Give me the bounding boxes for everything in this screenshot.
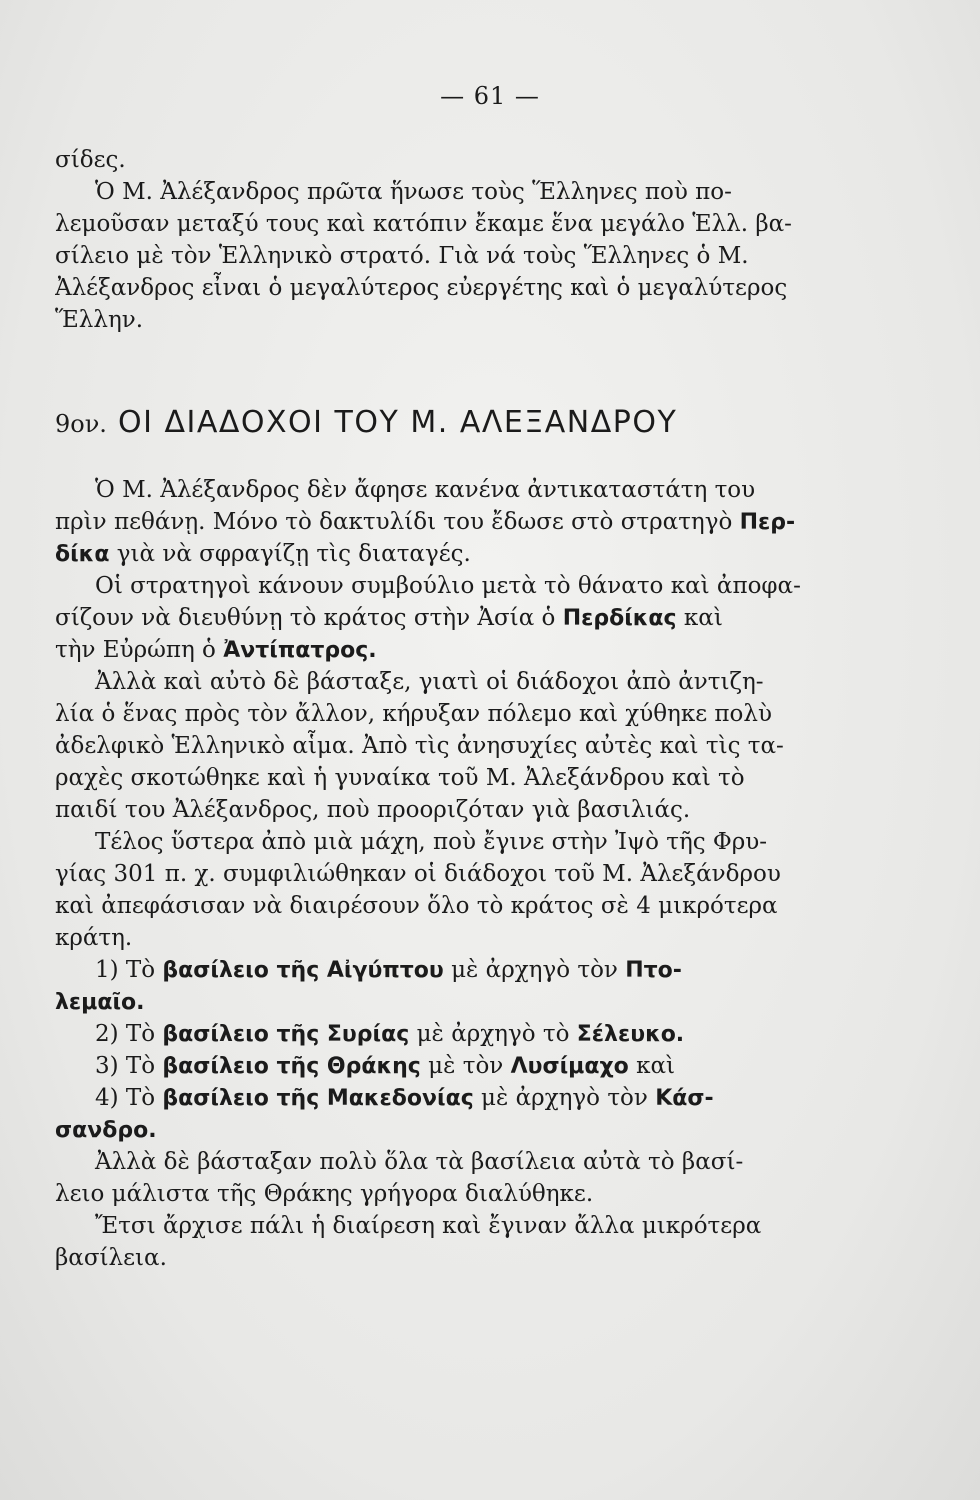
text-line: Ἀλλὰ δὲ βάσταξαν πολὺ ὅλα τὰ βασίλεια αὐτὰ τὸ βασί- [95, 1149, 744, 1175]
chapter-body [55, 474, 831, 1274]
kingdom-item-1-cont [55, 986, 831, 1018]
text-span: μὲ τὸν [428, 1053, 504, 1079]
name-perdikas: Περ- [739, 510, 796, 535]
ruler-name: Σέλευκο. [576, 1022, 685, 1047]
name-perdikas-cont: δίκα [55, 542, 110, 567]
kingdom-name: βασίλειο τῆς Μακεδονίας [162, 1086, 474, 1111]
kingdom-name: βασίλειο τῆς Αἰγύπτου [162, 958, 444, 983]
ruler-name: Πτο- [625, 958, 682, 983]
text-line: καὶ ἀπεφάσισαν νὰ διαιρέσουν ὅλο τὸ κράτος σὲ 4 μικρότερα [55, 893, 778, 919]
text-span: καὶ [636, 1053, 676, 1079]
text-span: πρὶν πεθάνῃ. Μόνο τὸ δακτυλίδι του ἔδωσε στὸ στρατηγὸ [55, 509, 733, 535]
name-perdikas-2: Περδίκας [562, 606, 677, 631]
text-line: παιδί του Ἀλέξανδρος, ποὺ προοριζόταν γιὰ βασιλιάς. [55, 797, 691, 823]
ruler-name-cont: σανδρο. [55, 1118, 157, 1143]
text-line: Ἀλλὰ καὶ αὐτὸ δὲ βάσταξε, γιατὶ οἱ διάδοχοι ἀπὸ ἀντιζη- [95, 669, 764, 695]
text-span: μὲ ἀρχηγὸ τὸν [481, 1085, 648, 1111]
page-number: — 61 — [440, 82, 540, 110]
text-line: Ὁ Μ. Ἀλέξανδρος δὲν ἄφησε κανένα ἀντικαταστάτη του [95, 477, 756, 503]
kingdom-item-4-cont [55, 1114, 831, 1146]
text-span: καὶ [683, 605, 723, 631]
kingdom-item-1 [55, 954, 831, 986]
text-line: λειο μάλιστα τῆς Θράκης γρήγορα διαλύθηκε. [55, 1181, 594, 1207]
name-antipatros: Ἀντίπατρος. [223, 638, 377, 663]
text-line: Ὁ Μ. Ἀλέξανδρος πρῶτα ἥνωσε τοὺς Ἕλληνες ποὺ πο- [95, 179, 732, 205]
kingdom-name: βασίλειο τῆς Θράκης [162, 1054, 421, 1079]
chapter-heading [55, 405, 835, 440]
text-line: κράτη. [55, 925, 133, 951]
text-line: Ἕλλην. [55, 307, 144, 333]
chapter-number: 9ον. [55, 410, 107, 438]
text-span: 1) Τὸ [95, 957, 156, 983]
text-span: 3) Τὸ [95, 1053, 156, 1079]
chapter-title: ΟΙ ΔΙΑΔΟΧΟΙ ΤΟΥ Μ. ΑΛΕΞΑΝΔΡΟΥ [117, 405, 678, 440]
text-line [55, 602, 831, 634]
ruler-name-cont: λεμαῖο. [55, 990, 145, 1015]
text-line: Ἀλέξανδρος εἶναι ὁ μεγαλύτερος εὐεργέτης καὶ ὁ μεγαλύτερος [55, 275, 788, 301]
kingdom-item-4 [55, 1082, 831, 1114]
text-span: μὲ ἀρχηγὸ τὸ [416, 1021, 570, 1047]
intro-paragraph [55, 144, 831, 336]
text-line: ραχὲς σκοτώθηκε καὶ ἡ γυναίκα τοῦ Μ. Ἀλεξάνδρου καὶ τὸ [55, 765, 745, 791]
ruler-name: Λυσίμαχο [510, 1054, 629, 1079]
text-line: Οἱ στρατηγοὶ κάνουν συμβούλιο μετὰ τὸ θάνατο καὶ ἀποφα- [95, 573, 801, 599]
text-span: γιὰ νὰ σφραγίζῃ τὶς διαταγές. [116, 541, 471, 567]
text-line: γίας 301 π. χ. συμφιλιώθηκαν οἱ διάδοχοι τοῦ Μ. Ἀλεξάνδρου [55, 861, 781, 887]
text-line: σίδες. [55, 147, 126, 173]
text-span: σίζουν νὰ διευθύνῃ τὸ κράτος στὴν Ἀσία ὁ [55, 605, 556, 631]
text-line: λεμοῦσαν μεταξύ τους καὶ κατόπιν ἔκαμε ἕνα μεγάλο Ἑλλ. βα- [55, 211, 792, 237]
ruler-name: Κάσ- [655, 1086, 714, 1111]
text-line: Τέλος ὕστερα ἀπὸ μιὰ μάχη, ποὺ ἔγινε στὴν Ἰψὸ τῆς Φρυ- [95, 829, 768, 855]
text-span: 4) Τὸ [95, 1085, 156, 1111]
text-line: Ἔτσι ἄρχισε πάλι ἡ διαίρεση καὶ ἔγιναν ἄλλα μικρότερα [95, 1213, 762, 1239]
kingdom-item-3 [55, 1050, 831, 1082]
text-line: βασίλεια. [55, 1245, 167, 1271]
text-line [55, 506, 831, 538]
text-line [55, 538, 831, 570]
text-line: ἀδελφικὸ Ἑλληνικὸ αἷμα. Ἀπὸ τὶς ἀνησυχίες αὐτὲς καὶ τὶς τα- [55, 733, 784, 759]
text-line: λία ὁ ἕνας πρὸς τὸν ἄλλον, κήρυξαν πόλεμο καὶ χύθηκε πολὺ [55, 701, 772, 727]
text-line: σίλειο μὲ τὸν Ἑλληνικὸ στρατό. Γιὰ νά τοὺς Ἕλληνες ὁ Μ. [55, 243, 749, 269]
text-span: τὴν Εὐρώπη ὁ [55, 637, 216, 663]
text-span: 2) Τὸ [95, 1021, 156, 1047]
kingdom-name: βασίλειο τῆς Συρίας [162, 1022, 410, 1047]
kingdom-item-2 [55, 1018, 831, 1050]
text-span: μὲ ἀρχηγὸ τὸν [451, 957, 618, 983]
text-line [55, 634, 831, 666]
